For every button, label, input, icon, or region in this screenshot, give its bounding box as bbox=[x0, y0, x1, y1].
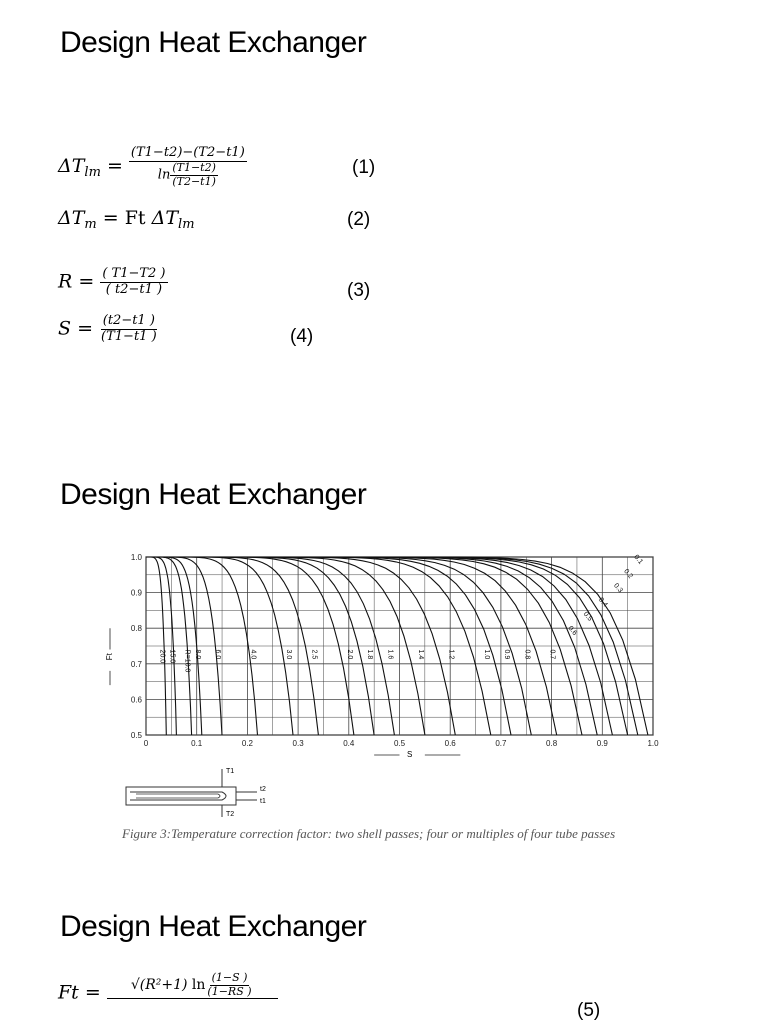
slide-3-title: Design Heat Exchanger bbox=[60, 910, 367, 943]
curve-label: 0.2 bbox=[622, 568, 634, 580]
x-tick-label: 0.7 bbox=[495, 739, 507, 748]
curve-label: 0.6 bbox=[566, 624, 579, 637]
y-tick-label: 0.5 bbox=[130, 731, 142, 740]
x-tick-label: 0.8 bbox=[546, 739, 558, 748]
y-tick-label: 0.8 bbox=[130, 624, 142, 634]
y-tick-label: 1.0 bbox=[130, 553, 142, 562]
curve-label: 2.5 bbox=[310, 649, 318, 660]
curve-label: 20.0 bbox=[158, 649, 166, 664]
curve-label: 0.8 bbox=[523, 649, 531, 660]
tube-bundle bbox=[130, 792, 226, 800]
curve-label: R=10.0 bbox=[183, 649, 191, 673]
curve-label: 0.1 bbox=[632, 553, 645, 566]
figure-caption: Figure 3:Temperature correction factor: two shell passes; four or multiples of four tube passes bbox=[122, 826, 616, 841]
slide-2-title: Design Heat Exchanger bbox=[60, 478, 367, 511]
tube-bundle-inner bbox=[136, 794, 220, 798]
label-t2: t2 bbox=[260, 786, 266, 793]
label-T1: T1 bbox=[226, 768, 235, 775]
x-tick-label: 0.2 bbox=[241, 739, 253, 748]
equation-2-number: (2) bbox=[347, 209, 371, 230]
curve-label: 8.0 bbox=[193, 649, 201, 660]
x-tick-label: 0 bbox=[143, 739, 149, 748]
x-tick-label: 0.6 bbox=[444, 739, 456, 748]
curve-label: 0.5 bbox=[581, 610, 594, 623]
x-tick-label: 0.3 bbox=[292, 739, 304, 748]
curve-label: 6.0 bbox=[214, 649, 222, 660]
correction-factor-chart bbox=[100, 545, 670, 800]
equation-3: R = $\frac{( T1-T2 )}{( t2-t1 )}$ bbox=[58, 266, 166, 297]
curve-label: 1.0 bbox=[482, 649, 490, 660]
equation-4-number: (4) bbox=[290, 326, 314, 347]
label-t1: t1 bbox=[260, 798, 266, 805]
x-axis-label: S bbox=[406, 750, 413, 759]
equation-1: $\Delta T_{lm}$ = (T1−t2)−(T2−t1) ln $\frac{(T1-t2)}{(T2-t1)}$ bbox=[58, 145, 245, 188]
curve-label: 4.0 bbox=[249, 649, 257, 660]
x-tick-label: 1.0 bbox=[647, 739, 659, 748]
x-tick-label: 0.4 bbox=[343, 739, 355, 748]
y-tick-label: 0.6 bbox=[130, 695, 142, 705]
curve-label: 2.0 bbox=[345, 649, 353, 660]
equation-3-number: (3) bbox=[347, 280, 371, 301]
x-tick-label: 0.1 bbox=[191, 739, 203, 748]
y-tick-label: 0.9 bbox=[130, 588, 142, 598]
exchanger-schematic bbox=[122, 763, 282, 818]
curve-label: 0.4 bbox=[596, 596, 609, 609]
chart-svg bbox=[100, 545, 670, 800]
equation-4: S = $\frac{(t2-t1 )}{(T1-t1 )}$ bbox=[58, 313, 157, 344]
curve-label: 0.7 bbox=[548, 649, 556, 660]
x-tick-label: 0.9 bbox=[596, 739, 608, 748]
y-tick-label: 0.7 bbox=[130, 659, 142, 669]
shell-outline bbox=[126, 787, 236, 805]
curve-label: 15.0 bbox=[168, 649, 176, 664]
curve-label: 0.3 bbox=[612, 582, 624, 595]
equation-5: Ft = √(R²+1) ln $\frac{(1-S )}{(1-RS )}$ bbox=[58, 972, 278, 1015]
curve-label: 1.2 bbox=[447, 649, 455, 660]
curve-label: 1.6 bbox=[386, 649, 394, 660]
y-axis-label: Ft bbox=[105, 653, 114, 661]
curve-label: 0.9 bbox=[503, 649, 511, 660]
curve-label: 3.0 bbox=[285, 649, 293, 660]
curve-label: 1.4 bbox=[416, 649, 424, 660]
slide-1-title: Design Heat Exchanger bbox=[60, 26, 367, 59]
label-T2: T2 bbox=[226, 811, 235, 818]
x-tick-label: 0.5 bbox=[393, 739, 406, 748]
equation-5-number: (5) bbox=[577, 1000, 601, 1021]
curve-label: 1.8 bbox=[366, 649, 374, 660]
equation-1-number: (1) bbox=[352, 157, 376, 178]
equation-2: $\Delta T_m = Ft$ $\Delta T_{lm}$ bbox=[58, 207, 195, 232]
